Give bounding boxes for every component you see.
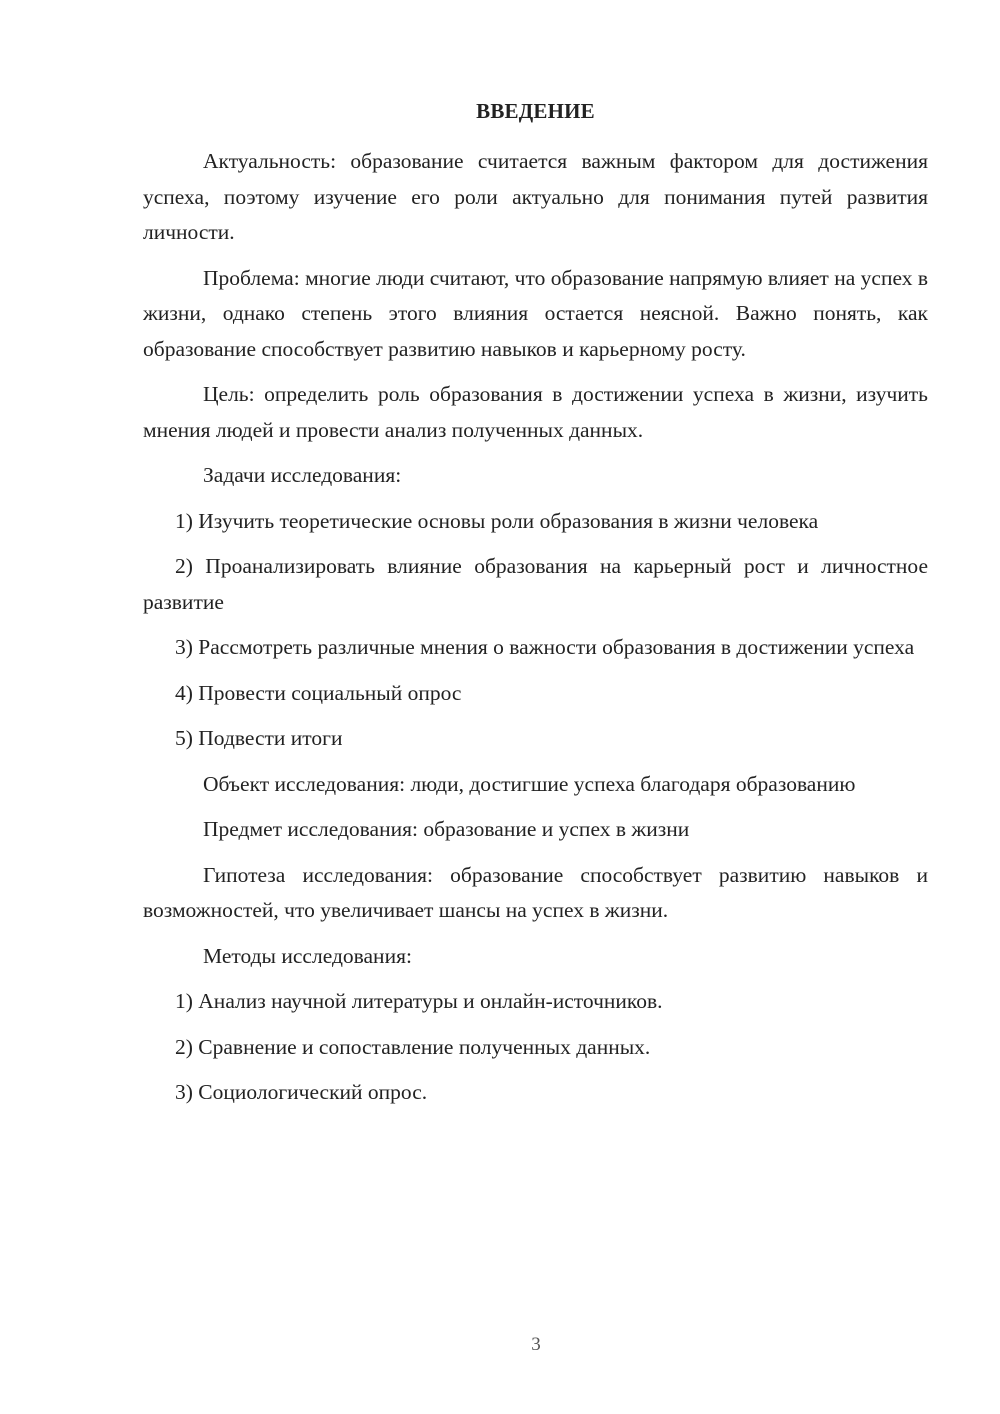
paragraph-goal: Цель: определить роль образования в достижении успеха в жизни, изучить мнения людей и провести анализ полученных данных. [143, 382, 928, 442]
paragraph-subject: Предмет исследования: образование и успех в жизни [203, 817, 690, 841]
list-item-method-2: 2) Сравнение и сопоставление полученных данных. [175, 1034, 651, 1059]
list-item-task-2: 2) Проанализировать влияние образования на карьерный рост и личностное развитие [143, 554, 928, 614]
list-item-task-1: 1) Изучить теоретические основы роли образования в жизни человека [175, 508, 819, 533]
paragraph-tasks-heading: Задачи исследования: [203, 463, 402, 487]
list-item-task-3: 3) Рассмотреть различные мнения о важности образования в достижении успеха [175, 635, 915, 659]
paragraph-hypothesis: Гипотеза исследования: образование способствует развитию навыков и возможностей, что увеличивает шансы на успех в жизни. [143, 862, 928, 922]
list-item-method-3: 3) Социологический опрос. [175, 1080, 428, 1104]
section-heading: ВВЕДЕНИЕ [476, 99, 595, 123]
paragraph-object: Объект исследования: люди, достигшие успеха благодаря образованию [203, 771, 856, 796]
paragraph-methods-heading: Методы исследования: [203, 943, 412, 968]
paragraph-problem: Проблема: многие люди считают, что образование напрямую влияет на успех в жизни, однако степень этого влияния остается неясной. Важно понять, как образование способствует развитию навыков и карьерному росту. [143, 265, 928, 361]
list-item-task-5: 5) Подвести итоги [175, 726, 343, 750]
page-content [143, 97, 928, 1121]
list-item-method-1: 1) Анализ научной литературы и онлайн-источников. [175, 989, 663, 1013]
list-item-task-4: 4) Провести социальный опрос [175, 680, 462, 705]
page-number: 3 [531, 1334, 541, 1355]
paragraph-relevance: Актуальность: образование считается важным фактором для достижения успеха, поэтому изучение его роли актуально для понимания путей развития личности. [143, 149, 928, 244]
